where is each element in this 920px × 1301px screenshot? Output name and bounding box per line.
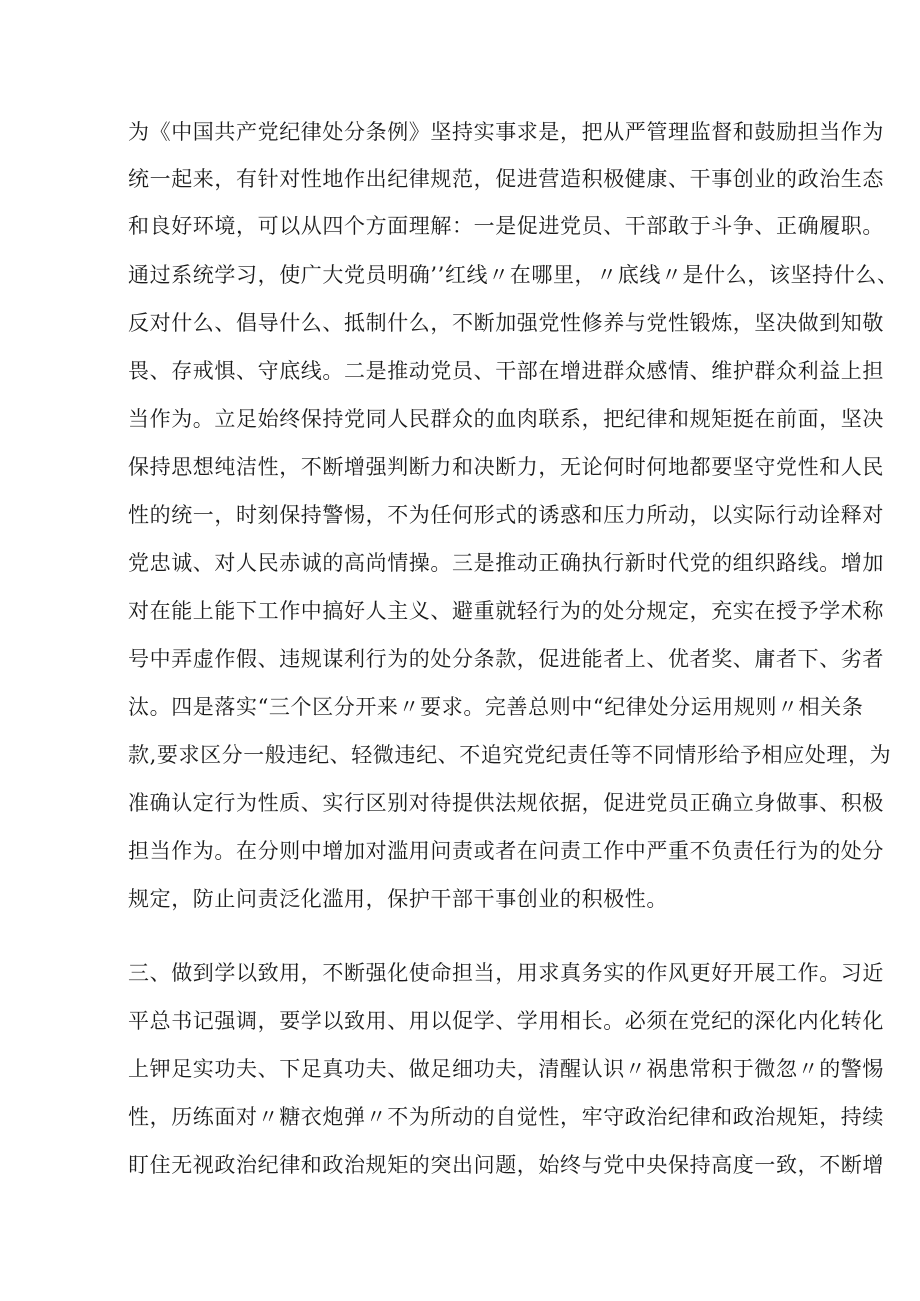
paragraph-line: 统一起来，有针对性地作出纪律规范，促进营造积极健康、干事创业的政治生态 <box>128 167 884 191</box>
paragraph-line: 汰。四是落实“三个区分开来〃要求。完善总则中“纪律处分运用规则〃相关条 <box>128 695 864 719</box>
paragraph-line: 对在能上能下工作中搞好人主义、避重就轻行为的处分规定，充实在授予学术称 <box>128 599 884 623</box>
paragraph-line: 准确认定行为性质、实行区别对待提供法规依据，促进党员正确立身做事、积极 <box>128 791 884 815</box>
paragraph-line: 平总书记强调，要学以致用、用以促学、学用相长。必须在党纪的深化内化转化 <box>128 1009 884 1033</box>
paragraph-line: 三、做到学以致用，不断强化使命担当，用求真务实的作风更好开展工作。习近 <box>128 961 884 985</box>
paragraph-line: 保持思想纯洁性，不断增强判断力和决断力，无论何时何地都要坚守党性和人民 <box>128 455 884 479</box>
paragraph-line: 畏、存戒惧、守底线。二是推动党员、干部在增进群众感情、维护群众利益上担 <box>128 359 884 383</box>
paragraph-line: 和良好环境，可以从四个方面理解：一是促进党员、干部敢于斗争、正确履职。 <box>128 214 884 238</box>
paragraph-line: 当作为。立足始终保持党同人民群众的血肉联系，把纪律和规矩挺在前面，坚决 <box>128 407 884 431</box>
paragraph-line: 上钾足实功夫、下足真功夫、做足细功夫，清醒认识〃祸患常积于微忽〃的警惕 <box>128 1057 884 1081</box>
paragraph-line: 性，历练面对〃糖衣炮弹〃不为所动的自觉性，牢守政治纪律和政治规矩，持续 <box>128 1105 884 1129</box>
paragraph-line: 号中弄虚作假、违规谋利行为的处分条款，促进能者上、优者奖、庸者下、劣者 <box>128 647 884 671</box>
paragraph-line: 通过系统学习，使广大党员明确’’红线〃在哪里，〃底线〃是什么，该坚持什么、 <box>128 263 899 287</box>
paragraph-line: 为《中国共产党纪律处分条例》坚持实事求是，把从严管理监督和鼓励担当作为 <box>128 120 884 144</box>
paragraph-line: 党忠诚、对人民赤诚的高尚情操。三是推动正确执行新时代党的组织路线。增加 <box>128 551 884 575</box>
paragraph-line: 反对什么、倡导什么、抵制什么，不断加强党性修养与党性锻炼，坚决做到知敬 <box>128 311 884 335</box>
paragraph-line: 性的统一，时刻保持警惕，不为任何形式的诱惑和压力所动，以实际行动诠释对 <box>128 503 884 527</box>
paragraph-line: 款,要求区分一般违纪、轻微违纪、不追究党纪责任等不同情形给予相应处理，为 <box>128 743 892 767</box>
paragraph-line: 规定，防止问责泛化滥用，保护干部干事创业的积极性。 <box>128 887 668 911</box>
paragraph-line: 盯住无视政治纪律和政治规矩的突出问题，始终与党中央保持高度一致，不断增 <box>128 1153 884 1177</box>
paragraph-line: 担当作为。在分则中增加对滥用问责或者在问责工作中严重不负责任行为的处分 <box>128 839 884 863</box>
